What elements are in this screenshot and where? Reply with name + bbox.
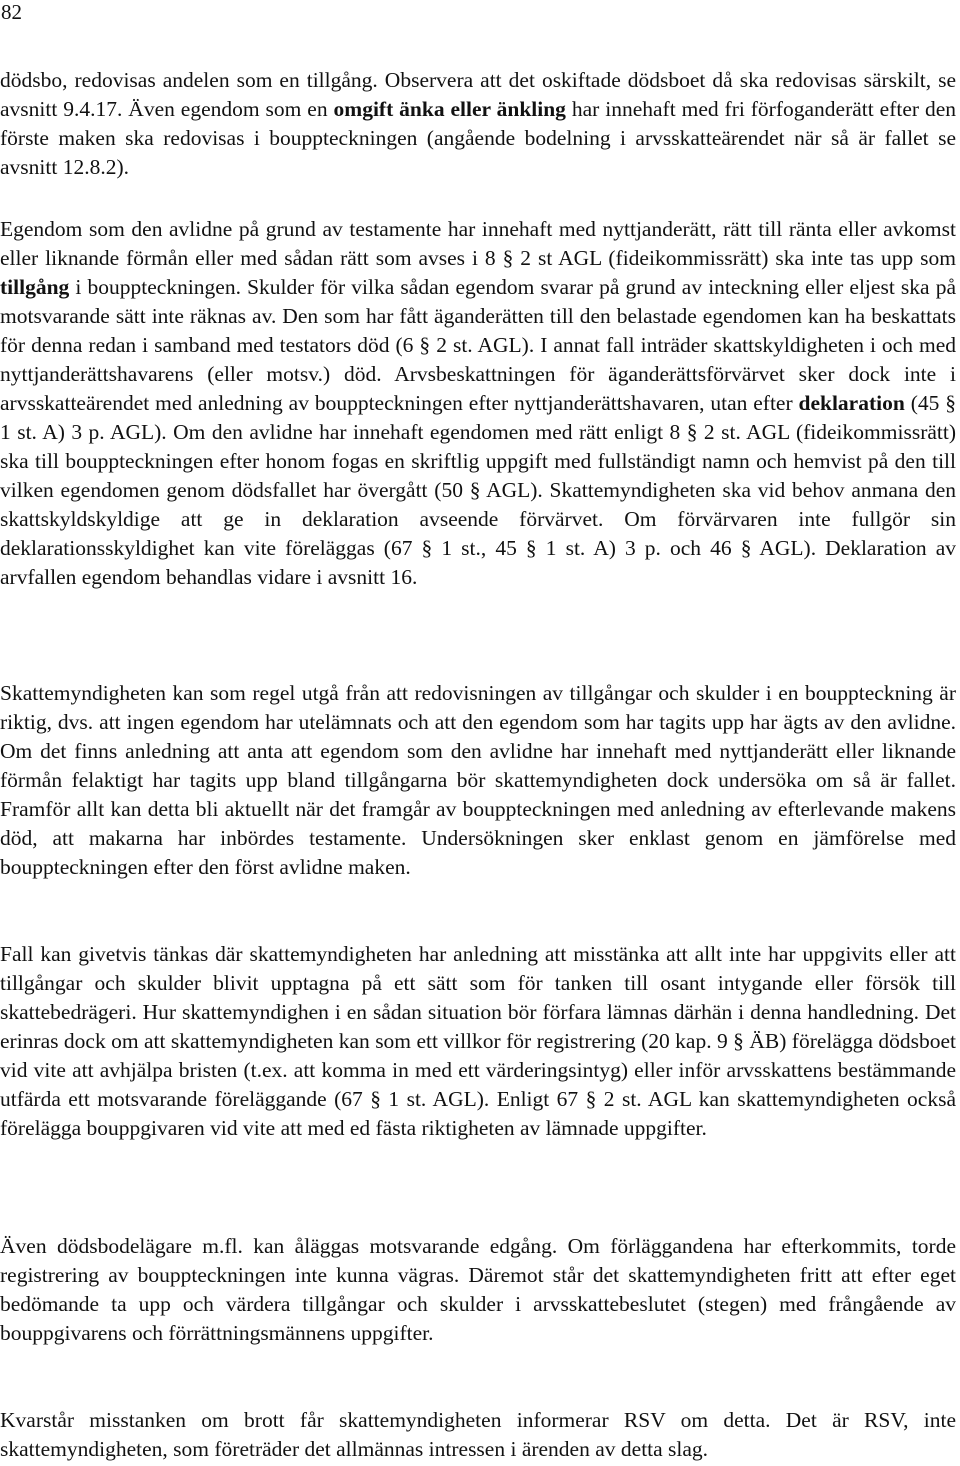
bold-term-remarried-spouse: omgift änka eller änkling <box>333 97 566 121</box>
paragraph-rsv-notification: Kvarstår misstanken om brott får skattemyndigheten informerar RSV om detta. Det är RSV, inte skattemyndigheten, som företräder det allmännas intressen i ärenden av detta slag. <box>0 1408 956 1461</box>
bold-term-asset: tillgång <box>0 275 70 299</box>
paragraph-estate-assets <box>0 66 956 182</box>
paragraph-text: i bouppteckningen. Skulder för vilka sådan egendom svarar på grund av inteckning eller eljest ska på motsvarande sätt inte räknas av. Den som har fått äganderätten till den belastade egendomen kan ha beskattats för denna redan i samband med testators död (6 § 2 st. AGL). I annat fall inträder skattskyldigheten i och med nyttjanderättshavarens (eller motsv.) död. Arvsbeskattningen för äganderättsförvärvet sker dock inte i arvsskatteärendet med anledning av bouppteckningen efter nyttjanderättshavaren, utan efter <box>0 275 956 415</box>
page-number: 82 <box>1 0 22 24</box>
paragraph-text: Egendom som den avlidne på grund av testamente har innehaft med nyttjanderätt, rätt till ränta eller avkomst eller liknande förmån eller med sådan rätt som avses i 8 § 2 st AGL (fideikommissrätt) ska inte tas upp som <box>0 217 956 270</box>
paragraph-text: (45 § 1 st. A) 3 p. AGL). Om den avlidne har innehaft egendomen med rätt enligt 8 § 2 st. AGL (fideikommissrätt) ska till bouppteckningen efter honom fogas en skriftlig uppgift med fullständigt namn och hemvist på den till vilken egendomen genom dödsfallet har övergått (50 § AGL). Skattemyndigheten ska vid behov anmana den skattskyldskyldige att ge in deklaration avseende förvärvet. Om förvärvaren inte fullgör sin deklarationsskyldighet kan vite föreläggas (67 § 1 st., 45 § 1 st. A) 3 p. och 46 § AGL). Deklaration av arvfallen egendom behandlas vidare i avsnitt 16. <box>0 391 956 589</box>
paragraph-text: har innehaft med fri förfoganderätt efter den förste maken ska redovisas i bouppteckningen (angående bodelning i arvsskatteärendet när så är fallet se avsnitt 12.8.2). <box>0 97 957 179</box>
paragraph-usufruct-property <box>0 215 956 592</box>
bold-term-declaration: deklaration <box>798 391 905 415</box>
paragraph-suspected-fraud: Fall kan givetvis tänkas där skattemyndigheten har anledning att misstänka att allt inte har uppgivits eller att tillgångar och skulder blivit upptagna på ett sätt som för tanken till osant intygande eller försök till skattebedrägeri. Hur skattemyndighen i en sådan situation bör förfara lämnas därhän i denna handledning. Det erinras dock om att skattemyndigheten kan som ett villkor för registrering (20 kap. 9 § ÄB) förelägga dödsboet vid vite att avhjälpa bristen (t.ex. att komma in med ett värderingsintyg) eller inför arvsskattens bestämmande utfärda ett motsvarande föreläggande (67 § 1 st. AGL). Enligt 67 § 2 st. AGL kan skattemyndigheten också förelägga bouppgivaren vid vite att med ed fästa riktigheten av lämnade uppgifter. <box>0 942 956 1140</box>
paragraph-text: dödsbo, redovisas andelen som en tillgång. Observera att det oskiftade dödsboet då ska redovisas särskilt, se avsnitt 9.4.17. Även egendom som en <box>0 68 956 121</box>
paragraph-inventory-accuracy: Skattemyndigheten kan som regel utgå från att redovisningen av tillgångar och skulder i en bouppteckning är riktig, dvs. att ingen egendom har utelämnats och att den egendom som har tagits upp har ägts av den avlidne. Om det finns anledning att anta att egendom som den avlidne har innehaft med nyttjanderätt eller liknande förmån felaktigt har tagits upp bland tillgångarna bör skattemyndigheten dock undersöka om så är fallet. Framför allt kan detta bli aktuellt när det framgår av bouppteckningen med anledning av efterlevande makens död, att makarna har inbördes testamente. Undersökningen sker enklast genom en jämförelse med bouppteckningen efter den först avlidne maken. <box>0 681 956 879</box>
paragraph-oath-obligation: Även dödsbodelägare m.fl. kan åläggas motsvarande edgång. Om förläggandena har efterkommits, torde registrering av bouppteckningen inte kunna vägras. Däremot står det skattemyndigheten fritt att efter eget bedömande ta upp och värdera tillgångar och skulder i arvsskattebeslutet (stegen) med frångående av bouppgivarens och förrättningsmännens uppgifter. <box>0 1234 956 1345</box>
